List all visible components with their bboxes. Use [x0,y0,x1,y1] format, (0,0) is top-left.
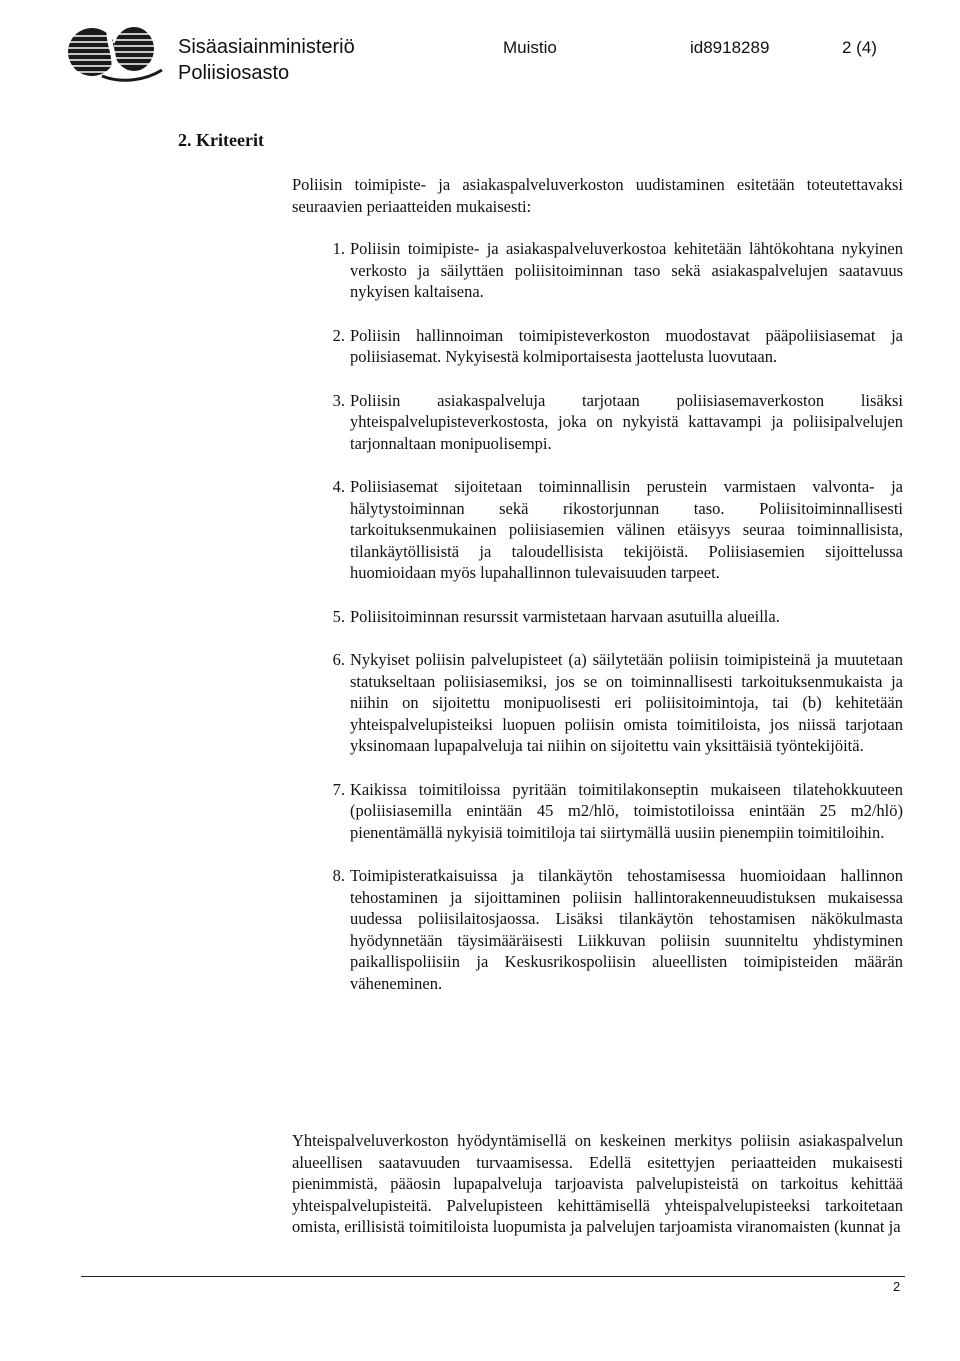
list-item-number: 6. [332,650,345,669]
list-item [292,779,903,844]
list-item-number: 1. [332,239,345,258]
list-item-text: Nykyiset poliisin palvelupisteet (a) säilytetään poliisin toimipisteinä ja muutetaan statukseltaan poliisiasemiksi, jos se on toiminnallisesti tarkoituksenmukaista ja niihin on sijoitettu monipuolisesti eri poliisitoimintoja, tai (b) kehitetään yhteispalvelupisteiksi luopuen poliisin omista toimitiloista, jos niissä tarjotaan yksinomaan lupapalveluja tai niihin on sijoitettu vain yksittäisiä työntekijöitä. [350,650,903,755]
list-item [292,865,903,994]
document-type: Muistio [503,38,557,57]
list-item-number: 8. [332,866,345,885]
page-indicator: 2 (4) [842,38,877,57]
department-name: Poliisiosasto [178,62,290,84]
list-item-text: Poliisin hallinnoiman toimipisteverkoston muodostavat pääpoliisiasemat ja poliisiasemat. Nykyisestä kolmiportaisesta jaottelusta luovutaan. [350,325,903,366]
list-item-number: 7. [332,779,345,799]
list-item-number: 4. [332,477,345,496]
footer-page-number: 2 [893,1279,901,1294]
list-item [292,476,903,584]
list-item-text: Poliisitoiminnan resurssit varmistetaan harvaan asutuilla alueilla. [350,606,780,626]
list-item-text: Kaikissa toimitiloissa pyritään toimitilakonseptin mukaiseen tilatehokkuuteen (poliisiasemilla enintään 45 m2/hlö, toimistotiloissa enintään 25 m2/hlö) pienentämällä nykyisiä toimitiloja tai siirtymällä uusiin pienempiin toimitiloihin. [350,779,903,842]
organization-name: Sisäasiainministeriö [178,36,355,58]
list-item-number: 5. [332,606,345,626]
document-header [0,0,960,100]
list-item-number: 3. [332,390,345,410]
list-item-number: 2. [332,325,345,345]
list-item [292,238,903,303]
ministry-crest-icon [62,22,166,82]
list-item-text: Poliisin toimipiste- ja asiakaspalveluverkostoa kehitetään lähtökohtana nykyinen verkosto ja säilyttäen poliisitoiminnan taso sekä asiakaspalvelujen saatavuus nykyisen kaltaisena. [350,239,903,301]
list-item-text: Poliisin asiakaspalveluja tarjotaan poliisiasemaverkoston lisäksi yhteispalvelupisteverkostosta, joka on nykyistä kattavampi ja poliisipalvelujen tarjonnaltaan monipuolisempi. [350,390,903,453]
list-item [292,325,903,368]
criteria-list [292,238,903,994]
list-item-text: Poliisiasemat sijoitetaan toiminnallisin perustein varmistaen valvonta- ja hälytystoiminnan sekä rikostorjunnan taso. Poliisitoiminnallisesti tarkoituksenmukainen poliisiasemien välinen etäisyys seuraa toiminnallisista, tilankäytöllisistä ja taloudellisista tekijöistä. Poliisiasemien sijoittelussa huomioidaan myös lupahallinnon tulevaisuuden tarpeet. [350,477,903,582]
list-item [292,649,903,757]
document-id: id8918289 [690,38,770,57]
closing-paragraph: Yhteispalveluverkoston hyödyntämisellä on keskeinen merkitys poliisin asiakaspalvelun alueellisen saatavuuden turvaamisessa. Edellä esitettyjen periaatteiden mukaisesti pienimmistä, pääosin lupapalveluja tarjoavista palvelupisteistä on tarkoitus kehittää yhteispalvelupisteitä. Palvelupisteen kehittämisellä yhteispalvelupisteeksi tarkoitetaan omista, erillisistä toimitiloista luopumista ja palvelujen tarjoamista viranomaisten (kunnat ja [292,1131,903,1236]
section-heading: 2. Kriteerit [178,130,264,150]
list-item [292,390,903,455]
list-item-text: Toimipisteratkaisuissa ja tilankäytön tehostamisessa huomioidaan hallinnon tehostaminen ja sijoittaminen poliisin hallintorakenneuudistuksen mukaisessa uudessa poliisilaitosjaossa. Lisäksi tilankäytön tehostamisen näkökulmasta hyödynnetään täysimääräisesti Liikkuvan poliisin suunniteltu yhdistyminen paikallispoliisiin ja Keskusrikospoliisin alueellisten toimipisteiden määrän väheneminen. [350,866,903,993]
list-item [292,606,903,628]
intro-paragraph: Poliisin toimipiste- ja asiakaspalveluverkoston uudistaminen esitetään toteutettavaksi seuraavien periaatteiden mukaisesti: [292,175,903,216]
footer-divider [81,1276,905,1277]
